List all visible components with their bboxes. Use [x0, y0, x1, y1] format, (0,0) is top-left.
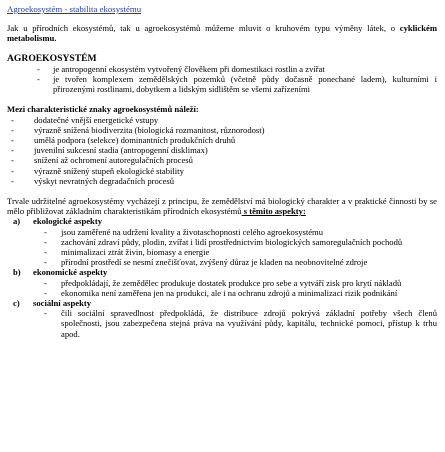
- list-item: - čili sociální spravedlnost předpokládá, že distribuce zdrojů pokrývá základní potřeby všech členů společnosti, jsou zabezpečena stejná práva na využívání půdy, kapitálu, technické pomoci, přístup k trhu apod.: [44, 308, 437, 339]
- document-title: Agroekosystém - stabilita ekosystému: [7, 4, 142, 14]
- list-item: - ekonomika není zaměřena jen na produkci, ale i na ochranu zdrojů a minimalizaci rizik podnikání: [44, 287, 398, 298]
- list-item: - předpokládají, že zemědělec produkuje dostatek produkce pro sebe a vytváří zisk pro krytí nákladů: [44, 277, 402, 288]
- aspect-heading-ecological: a) ekologické aspekty: [13, 216, 102, 227]
- ecological-aspects-list: [27, 227, 437, 268]
- sustainability-text: Trvale udržitelné agroekosystémy vycházejí z principu, že zemědělství má biologický charakter a v praktické činnosti by se mělo přibližovat základním charakteristikám přírodních ekosystémů: [7, 196, 437, 217]
- list-item: - zachování zdraví půdy, plodin, zvířat i lidí prostřednictvím biologických samoregulačních pochodů: [44, 236, 403, 247]
- aspects-lead: s těmito aspekty:: [241, 206, 306, 217]
- sustainability-paragraph: [7, 196, 437, 216]
- list-item: - je tvořen komplexem zemědělských pozemků (včetně půdy dočasně ponechané ladem), kulturními i přirozenými rostlinami, dobytkem a lidským sídlištěm se všemi zařízeními: [37, 74, 437, 95]
- social-aspects-list: [27, 308, 437, 339]
- list-item: - umělá podpora (selekce) dominantních produkčních druhů: [11, 135, 236, 146]
- intro-paragraph: [7, 23, 437, 43]
- list-item: - výskyt nevratných degradačních procesů: [11, 175, 175, 186]
- list-item: - je antropogenní ekosystém vytvořený člověkem při domestikaci rostlin a zvířat: [37, 63, 325, 74]
- list-item: - juvenilní sukcesní stadia (antropogenní disklimax): [11, 145, 208, 156]
- intro-text: Jak u přírodních ekosystémů, tak u agroekosystémů můžeme mluvit o kruhovém typu výměny látek, o: [7, 23, 400, 34]
- agroecosystem-heading: AGROEKOSYSTÉM: [7, 52, 97, 64]
- list-item: - jsou zaměřené na udržení kvality a životaschopnosti celého agroekosystému: [44, 226, 324, 237]
- economic-aspects-list: [27, 278, 437, 298]
- agroecosystem-definition-list: [7, 64, 437, 95]
- list-item: - snížení až ochromení autoregulačních procesů: [11, 155, 193, 166]
- list-item: - minimalizaci ztrát živin, biomasy a energie: [44, 247, 210, 258]
- aspect-heading-social: c) sociální aspekty: [13, 298, 92, 309]
- characteristics-heading: Mezi charakteristické znaky agroekosystémů náleží:: [7, 104, 199, 115]
- list-item: - přírodní prostředí se nesmí znečišťovat, zvýšený důraz je kladen na neobnovitelné zdroje: [44, 257, 368, 268]
- list-item: - dodatečné vnější energetické vstupy: [11, 114, 159, 125]
- characteristics-list: [7, 115, 437, 186]
- aspect-heading-economic: b) ekonomické aspekty: [13, 267, 108, 278]
- list-item: - výrazně snížený stupeň ekologické stability: [11, 165, 184, 176]
- intro-bold-term: cyklickém metabolismu.: [7, 23, 437, 44]
- list-item: - výrazně snížená biodiverzita (biologická rozmanitost, různorodost): [11, 124, 265, 135]
